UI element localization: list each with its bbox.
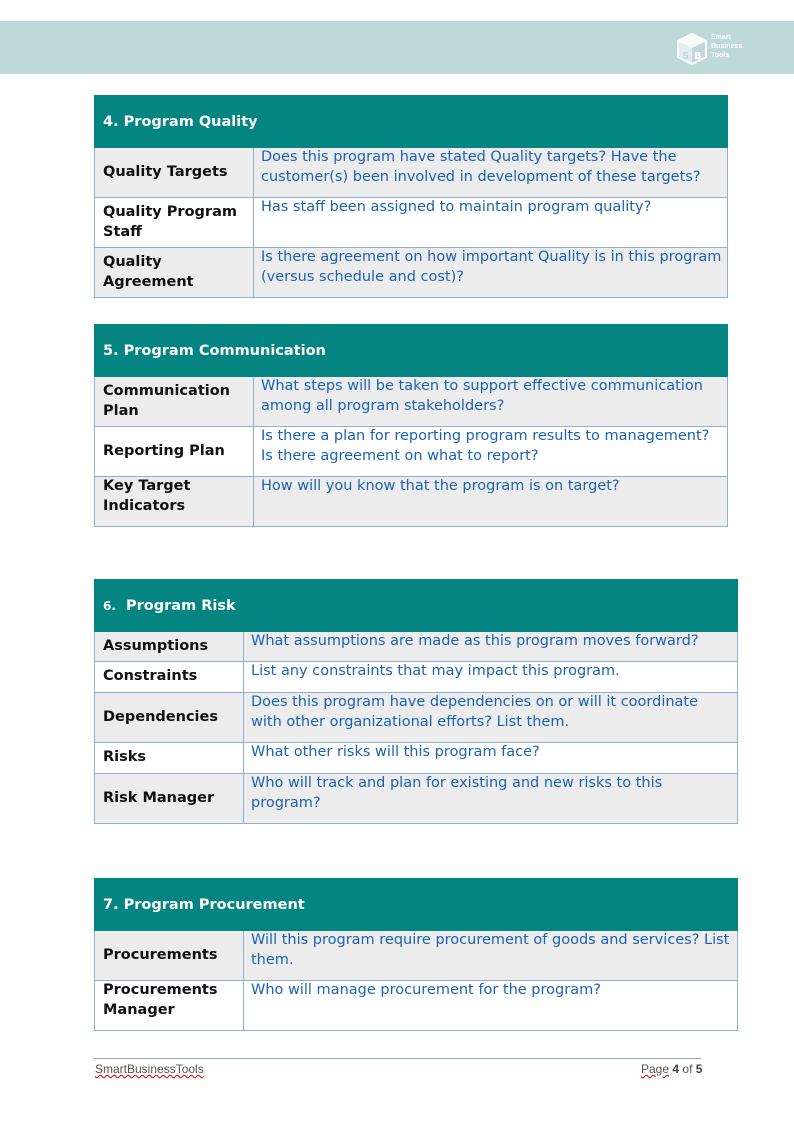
table-row (95, 693, 738, 743)
logo-line-3: Tools (711, 52, 730, 59)
table-row (95, 148, 728, 198)
table-row (95, 662, 738, 693)
footer-divider (94, 1058, 701, 1059)
row-label: Quality Program Staff (95, 198, 254, 248)
row-question: Who will manage procurement for the program? (244, 981, 738, 1031)
row-question: Will this program require procurement of goods and services? List them. (244, 931, 738, 981)
cube-logo-icon (676, 32, 708, 66)
row-label: Assumptions (95, 632, 244, 662)
table-row (95, 632, 738, 662)
section-title (95, 580, 738, 632)
page-current: 4 (672, 1062, 680, 1076)
row-label: Communication Plan (95, 377, 254, 427)
section-title: 4. Program Quality (95, 96, 728, 148)
section-program-risk (94, 579, 738, 824)
row-label: Procurements Manager (95, 981, 244, 1031)
section-program-quality (94, 95, 728, 298)
row-question: Has staff been assigned to maintain program quality? (254, 198, 728, 248)
table-row (95, 743, 738, 774)
footer-company: SmartBusinessTools (95, 1062, 204, 1076)
section-title: 5. Program Communication (95, 325, 728, 377)
page-total: 5 (695, 1062, 703, 1076)
row-label: Procurements (95, 931, 244, 981)
section-number: 6. (103, 598, 116, 613)
table-row (95, 774, 738, 824)
logo-line-1: Smart (711, 34, 731, 41)
page-word: Page (641, 1062, 670, 1076)
table-row (95, 931, 738, 981)
row-question: How will you know that the program is on target? (254, 477, 728, 527)
table-row (95, 477, 728, 527)
page-of: of (682, 1062, 693, 1076)
row-label: Reporting Plan (95, 427, 254, 477)
row-question: List any constraints that may impact this program. (244, 662, 738, 693)
row-question: Is there agreement on how important Quality is in this program (versus schedule and cost)? (254, 248, 728, 298)
row-question: What other risks will this program face? (244, 743, 738, 774)
row-question: What assumptions are made as this program moves forward? (244, 632, 738, 662)
logo-wordmark (711, 33, 742, 60)
section-program-communication (94, 324, 728, 527)
row-question: What steps will be taken to support effective communication among all program stakeholders? (254, 377, 728, 427)
svg-text:S: S (682, 51, 690, 62)
section-title-text: Program Risk (126, 597, 236, 614)
svg-text:B: B (694, 51, 702, 62)
row-question: Does this program have stated Quality targets? Have the customer(s) been involved in development of these targets? (254, 148, 728, 198)
row-label: Dependencies (95, 693, 244, 743)
section-title: 7. Program Procurement (95, 879, 738, 931)
row-question: Does this program have dependencies on or will it coordinate with other organizational efforts? List them. (244, 693, 738, 743)
table-row (95, 198, 728, 248)
table-row (95, 981, 738, 1031)
row-label: Risk Manager (95, 774, 244, 824)
row-label: Quality Targets (95, 148, 254, 198)
row-label: Risks (95, 743, 244, 774)
section-program-procurement (94, 878, 738, 1031)
table-row (95, 377, 728, 427)
table-row (95, 427, 728, 477)
row-question: Is there a plan for reporting program results to management? Is there agreement on what to report? (254, 427, 728, 477)
footer-page-number (641, 1062, 702, 1076)
logo-line-2: Business (711, 43, 743, 50)
smart-business-tools-logo (676, 32, 756, 66)
row-label: Quality Agreement (95, 248, 254, 298)
row-question: Who will track and plan for existing and new risks to this program? (244, 774, 738, 824)
row-label: Key Target Indicators (95, 477, 254, 527)
row-label: Constraints (95, 662, 244, 693)
table-row (95, 248, 728, 298)
top-header-band (0, 21, 794, 74)
